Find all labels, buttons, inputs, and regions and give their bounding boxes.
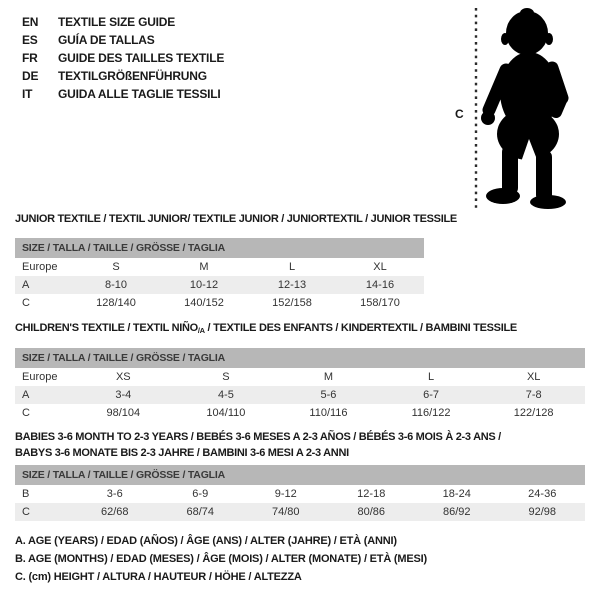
- table-row: [15, 294, 424, 312]
- table-cell: S: [112, 261, 120, 273]
- language-guide-list: [22, 13, 224, 103]
- language-label: TEXTILGRÖßENFÜHRUNG: [58, 69, 207, 83]
- table-cell: XS: [115, 371, 131, 383]
- language-label: GUÍA DE TALLAS: [58, 33, 155, 47]
- table-cell: S: [222, 371, 230, 383]
- language-label: GUIDA ALLE TAGLIE TESSILI: [58, 87, 221, 101]
- row-label: C: [22, 297, 30, 309]
- table-row: [15, 368, 585, 386]
- footnote-b: B. AGE (MONTHS) / EDAD (MESES) / ÂGE (MOIS) / ALTER (MONATE) / ETÀ (MESI): [15, 553, 427, 565]
- title-line-2: BABYS 3-6 MONATE BIS 2-3 JAHRE / BAMBINI 3-6 MESI A 2-3 ANNI: [15, 447, 349, 459]
- table-cell: 116/122: [411, 407, 451, 419]
- language-code: EN: [22, 15, 39, 29]
- size-table-header: SIZE / TALLA / TAILLE / GRÖSSE / TAGLIA: [15, 238, 424, 258]
- table-cell: 8-10: [104, 279, 128, 291]
- table-cell: 10-12: [189, 279, 219, 291]
- table-cell: L: [288, 261, 296, 273]
- language-code: IT: [22, 87, 33, 101]
- table-cell: 24-36: [528, 488, 557, 500]
- children-size-table: [15, 348, 585, 422]
- footnotes: [15, 532, 427, 586]
- section-title-junior: JUNIOR TEXTILE / TEXTIL JUNIOR/ TEXTILE JUNIOR / JUNIORTEXTIL / JUNIOR TESSILE: [15, 213, 457, 225]
- table-cell: XL: [373, 261, 387, 273]
- table-cell: 9-12: [274, 488, 297, 500]
- title-line-1: BABIES 3-6 MONTH TO 2-3 YEARS / BEBÉS 3-6 MESES A 2-3 AÑOS / BÉBÉS 3-6 MOIS À 2-3 ANS /: [15, 431, 501, 443]
- table-cell: 68/74: [186, 506, 215, 518]
- row-label: Europe: [22, 261, 58, 273]
- language-row: [22, 67, 224, 85]
- row-label: C: [22, 407, 30, 419]
- row-label: A: [22, 389, 30, 401]
- row-label: C: [22, 506, 30, 518]
- baby-silhouette-icon: [472, 0, 600, 215]
- table-cell: 80/86: [357, 506, 386, 518]
- row-label: B: [22, 488, 30, 500]
- table-cell: 12-18: [357, 488, 386, 500]
- babies-size-table: [15, 465, 585, 521]
- table-cell: 74/80: [271, 506, 300, 518]
- table-cell: L: [428, 371, 435, 383]
- table-cell: 6-9: [192, 488, 209, 500]
- language-row: [22, 49, 224, 67]
- size-table-header: SIZE / TALLA / TAILLE / GRÖSSE / TAGLIA: [15, 465, 585, 485]
- row-label: Europe: [22, 371, 58, 383]
- table-row: [15, 386, 585, 404]
- baby-silhouette: [481, 8, 566, 209]
- table-cell: 128/140: [96, 297, 136, 309]
- table-cell: 5-6: [320, 389, 337, 401]
- table-row: [15, 276, 424, 294]
- table-cell: 158/170: [360, 297, 400, 309]
- language-label: GUIDE DES TAILLES TEXTILE: [58, 51, 225, 65]
- height-measure-label: C: [455, 107, 464, 121]
- language-row: [22, 31, 224, 49]
- table-cell: 98/104: [106, 407, 141, 419]
- language-label: TEXTILE SIZE GUIDE: [58, 15, 176, 29]
- footnote-c: C. (cm) HEIGHT / ALTURA / HAUTEUR / HÖHE / ALTEZZA: [15, 571, 302, 583]
- table-cell: 12-13: [277, 279, 307, 291]
- table-cell: 14-16: [365, 279, 395, 291]
- table-cell: 122/128: [513, 407, 554, 419]
- title-text: / TEXTILE DES ENFANTS / KINDERTEXTIL / BAMBINI TESSILE: [204, 322, 517, 334]
- table-cell: XL: [526, 371, 541, 383]
- table-cell: M: [323, 371, 334, 383]
- table-row: [15, 503, 585, 521]
- language-code: ES: [22, 33, 38, 47]
- table-cell: 3-4: [115, 389, 132, 401]
- table-cell: M: [199, 261, 209, 273]
- table-cell: 4-5: [217, 389, 234, 401]
- footnote-a: A. AGE (YEARS) / EDAD (AÑOS) / ÂGE (ANS) / ALTER (JAHRE) / ETÀ (ANNI): [15, 535, 397, 547]
- title-subscript: /A: [197, 326, 205, 335]
- table-cell: 86/92: [442, 506, 471, 518]
- language-code: FR: [22, 51, 38, 65]
- table-cell: 6-7: [423, 389, 440, 401]
- language-row: [22, 85, 224, 103]
- language-row: [22, 13, 224, 31]
- table-cell: 140/152: [184, 297, 224, 309]
- section-title-children: [15, 320, 517, 339]
- table-row: [15, 404, 585, 422]
- row-label: A: [22, 279, 30, 291]
- section-title-babies: [15, 429, 501, 461]
- table-cell: 62/68: [100, 506, 129, 518]
- junior-size-table: [15, 238, 424, 312]
- language-code: DE: [22, 69, 39, 83]
- table-cell: 92/98: [528, 506, 557, 518]
- table-row: [15, 258, 424, 276]
- table-cell: 110/116: [309, 407, 348, 419]
- table-row: [15, 485, 585, 503]
- title-text: CHILDREN'S TEXTILE / TEXTIL NIÑO: [15, 322, 198, 334]
- table-cell: 18-24: [442, 488, 471, 500]
- table-cell: 7-8: [525, 389, 542, 401]
- size-table-header: SIZE / TALLA / TAILLE / GRÖSSE / TAGLIA: [15, 348, 585, 368]
- table-cell: 152/158: [272, 297, 312, 309]
- table-cell: 104/110: [206, 407, 246, 419]
- table-cell: 3-6: [106, 488, 123, 500]
